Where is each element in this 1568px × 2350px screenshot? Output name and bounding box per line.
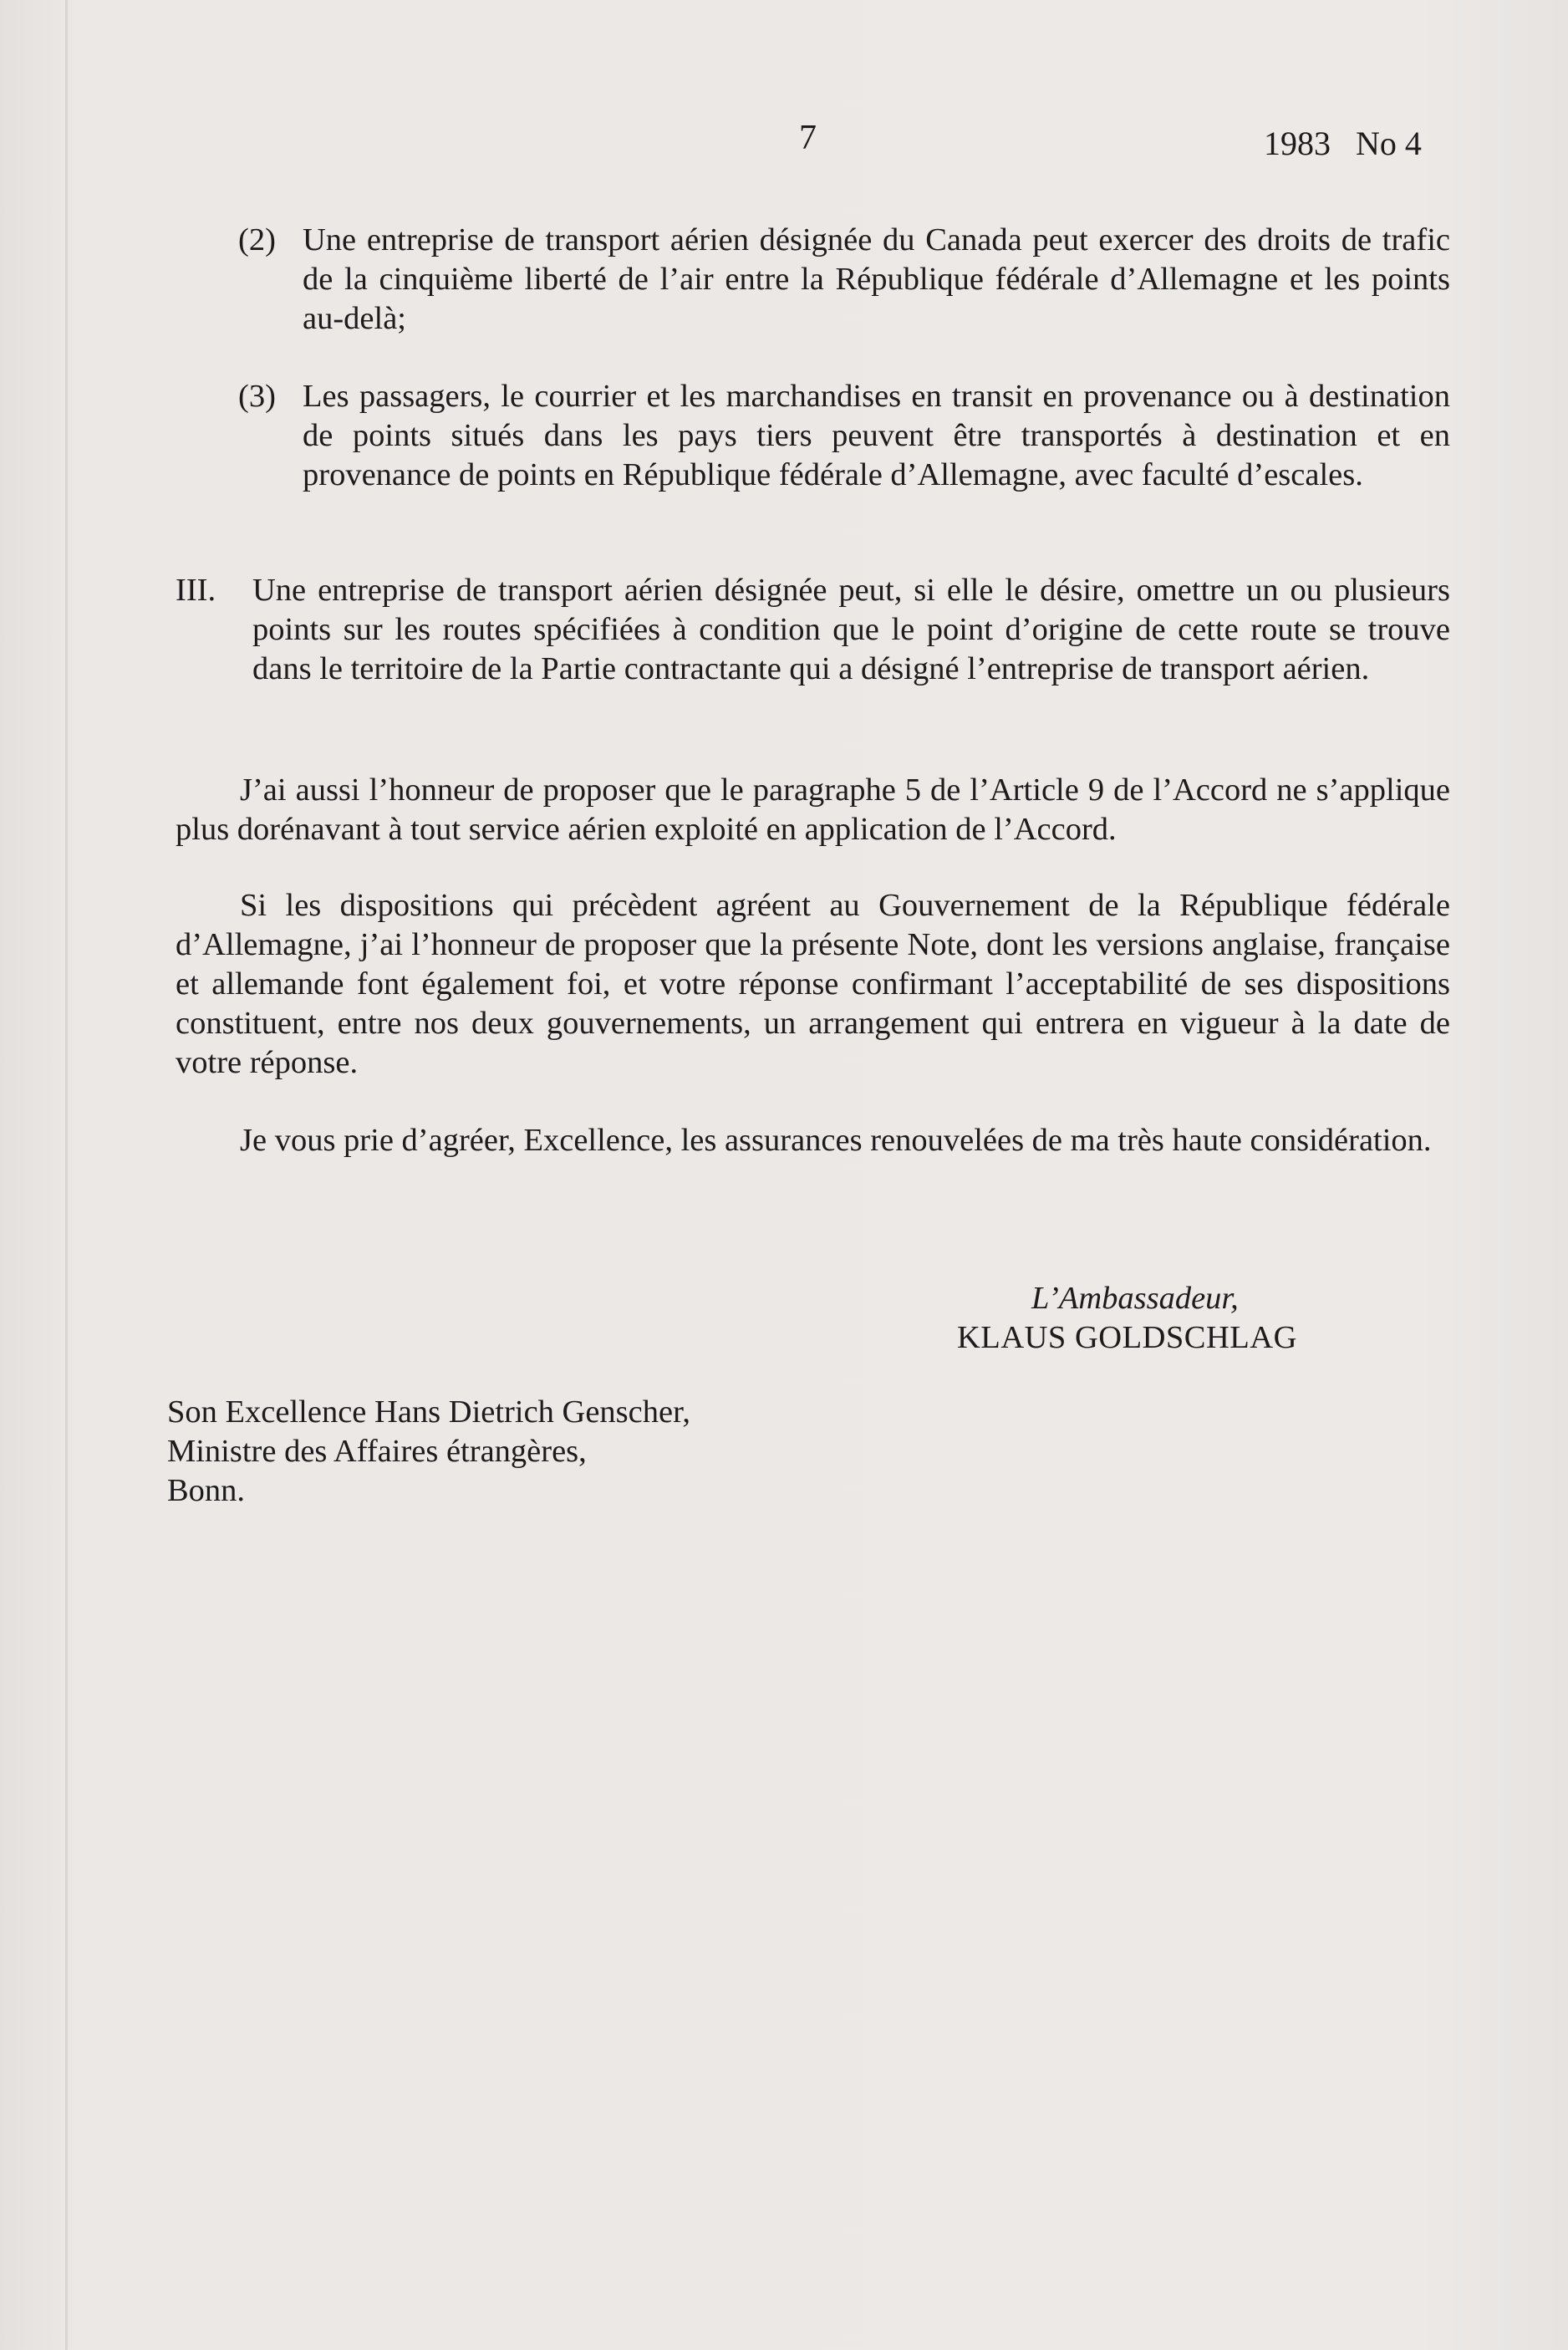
list-item-3 [238, 377, 1450, 495]
list-item-number: (3) [238, 379, 276, 414]
list-item-text: Les passagers, le courrier et les marchandises en transit en provenance ou à destination de points situés dans les pays tiers peuvent être transportés à destination et en provenance de points en République fédérale d’Allemagne, avec faculté d’escales. [303, 379, 1450, 492]
list-item-text: Une entreprise de transport aérien désignée du Canada peut exercer des droits de trafic de la cinquième liberté de l’air entre la République fédérale d’Allemagne et les points au-delà; [303, 222, 1450, 336]
treaty-reference [1264, 123, 1422, 165]
signatory-title: L’Ambassadeur, [1031, 1281, 1239, 1316]
list-item-number: (2) [238, 222, 276, 257]
paragraph-proposal: J’ai aussi l’honneur de proposer que le paragraphe 5 de l’Article 9 de l’Accord ne s’applique plus dorénavant à tout service aérien exploité en application de l’Accord. [176, 772, 1450, 847]
reference-year: 1983 [1264, 125, 1331, 162]
addressee-office: Ministre des Affaires étrangères, [167, 1434, 587, 1469]
list-item-2 [238, 221, 1450, 339]
paragraph-arrangement: Si les dispositions qui précèdent agréent au Gouvernement de la République fédérale d’Allemagne, j’ai l’honneur de proposer que la présente Note, dont les versions anglaise, française et allemande font également foi, et votre réponse confirmant l’acceptabilité de ses dispositions constituent, entre nos deux gouvernements, un arrangement qui entrera en vigueur à la date de votre réponse. [176, 888, 1450, 1080]
addressee-name: Son Excellence Hans Dietrich Genscher, [167, 1394, 690, 1430]
reference-number: No 4 [1356, 125, 1422, 162]
binding-edge [65, 0, 68, 2350]
section-number: III. [176, 573, 216, 608]
addressee-city: Bonn. [167, 1473, 246, 1508]
addressee-block [167, 1393, 690, 1511]
page-number: 7 [799, 119, 817, 157]
section-iii [176, 571, 1450, 689]
paragraph-courtesy: Je vous prie d’agréer, Excellence, les assurances renouvelées de ma très haute considération. [240, 1123, 1432, 1158]
signatory-name: KLAUS GOLDSCHLAG [957, 1320, 1297, 1355]
section-text: Une entreprise de transport aérien désignée peut, si elle le désire, omettre un ou plusieurs points sur les routes spécifiées à condition que le point d’origine de cette route se trouve dans le territoire de la Partie contractante qui a désigné l’entreprise de transport aérien. [252, 573, 1450, 686]
